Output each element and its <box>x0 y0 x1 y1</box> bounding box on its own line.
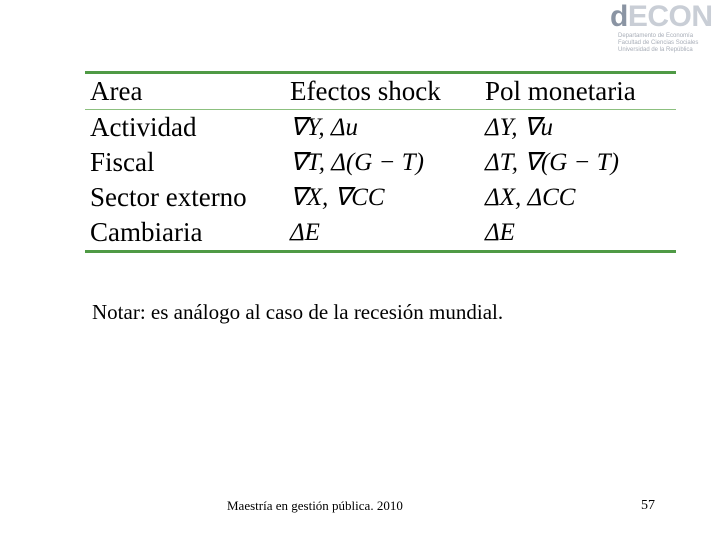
row-area-cell: Actividad <box>90 112 197 142</box>
logo-subtitle-1: Departamento de Economía <box>618 33 694 39</box>
note-text: Notar: es análogo al caso de la recesión mundial. <box>92 300 504 324</box>
table-row <box>85 215 676 250</box>
page-number: 57 <box>641 498 655 513</box>
row-efectos-cell: ΔE <box>290 219 320 246</box>
row-area-cell: Cambiaria <box>90 217 203 247</box>
policy-table <box>85 71 676 253</box>
row-pol-cell: ΔE <box>485 219 515 246</box>
logo-subtitle-2: Facultad de Ciencias Sociales <box>618 40 699 46</box>
table-bottom-rule <box>85 250 676 253</box>
table-row <box>85 110 676 145</box>
footer-text: Maestría en gestión pública. 2010 <box>227 498 403 513</box>
row-efectos-cell: ∇X, ∇CC <box>290 184 385 211</box>
row-efectos-cell: ∇T, Δ(G − T) <box>290 149 424 176</box>
header-pol-monetaria: Pol monetaria <box>485 76 636 106</box>
row-efectos-cell: ∇Y, Δu <box>290 114 359 141</box>
table-row <box>85 180 676 215</box>
table-header-row <box>85 74 676 109</box>
row-area-cell: Fiscal <box>90 147 155 177</box>
header-efectos-shock: Efectos shock <box>290 76 441 106</box>
table-row <box>85 145 676 180</box>
row-pol-cell: ΔX, ΔCC <box>485 184 576 211</box>
decon-logo <box>610 2 716 52</box>
row-pol-cell: ΔT, ∇(G − T) <box>485 149 619 176</box>
row-pol-cell: ΔY, ∇u <box>485 114 554 141</box>
logo-wordmark: dECON <box>610 0 713 33</box>
header-area: Area <box>90 76 143 106</box>
row-area-cell: Sector externo <box>90 182 247 212</box>
logo-subtitle-3: Universidad de la República <box>618 47 693 53</box>
